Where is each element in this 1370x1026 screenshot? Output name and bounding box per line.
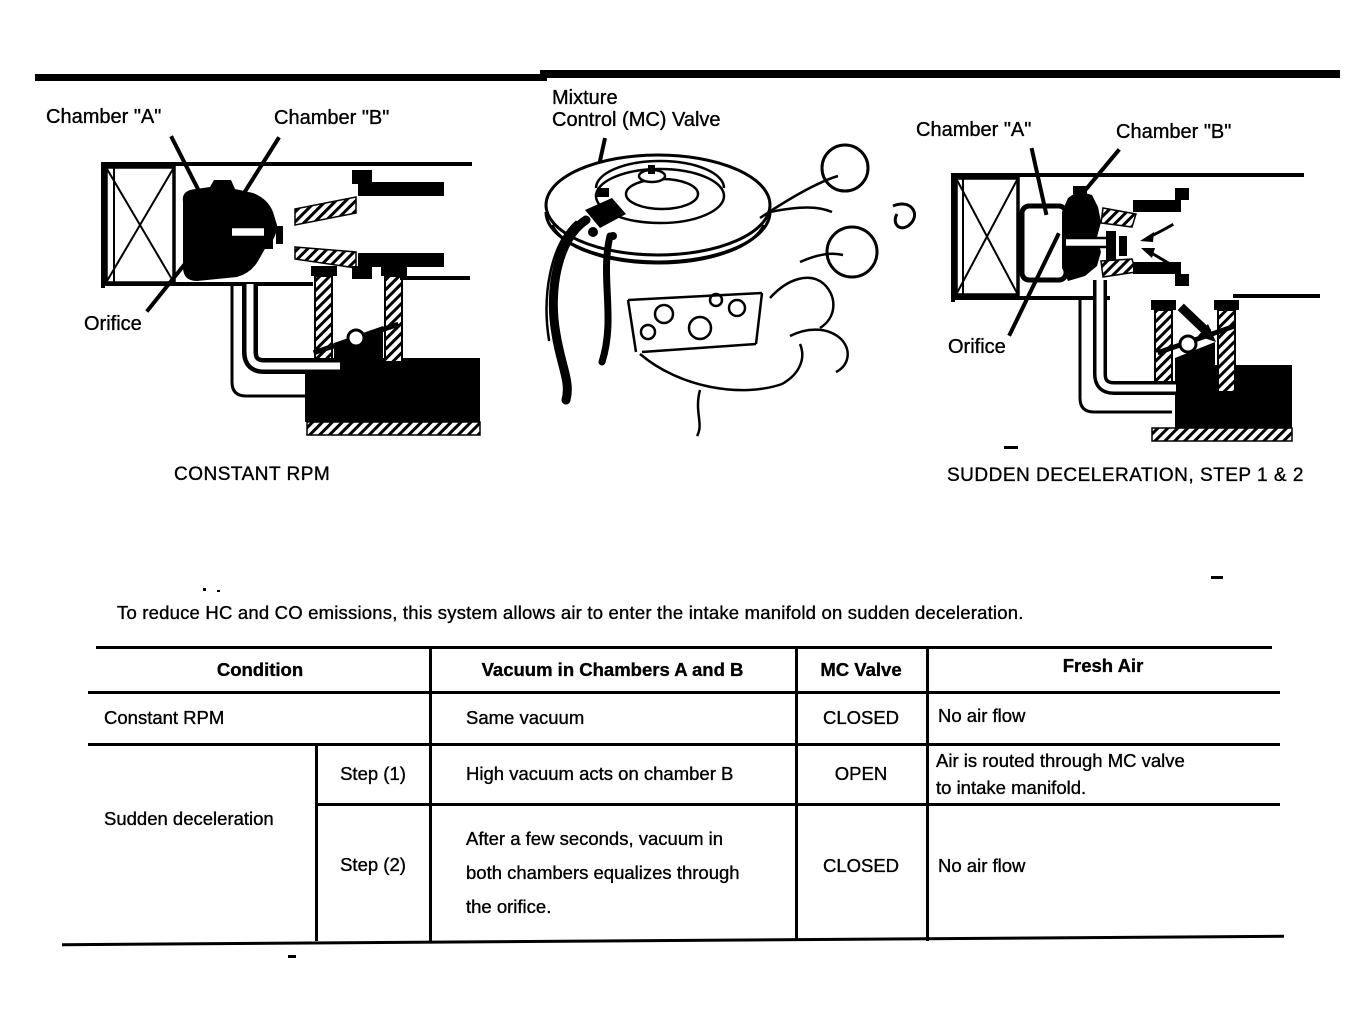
air-inflow-arrows bbox=[1140, 225, 1172, 264]
cell-step1-fresh-line1: Air is routed through MC valve bbox=[936, 750, 1185, 771]
cell-constant-vacuum: Same vacuum bbox=[466, 707, 585, 728]
valve-boot-lower bbox=[295, 247, 356, 268]
mc-valve-body bbox=[1062, 191, 1101, 281]
sudden-deceleration-diagram bbox=[953, 150, 1318, 441]
cell-sudden-deceleration: Sudden deceleration bbox=[104, 808, 274, 829]
cell-constant-fresh: No air flow bbox=[938, 705, 1026, 726]
left-chamber-b-label: Chamber "B" bbox=[274, 107, 390, 129]
scan-artifact bbox=[1004, 446, 1018, 449]
cell-step2-fresh: No air flow bbox=[938, 855, 1026, 876]
cell-step2: Step (2) bbox=[340, 854, 406, 875]
header-vacuum: Vacuum in Chambers A and B bbox=[481, 659, 744, 680]
header-fresh-air: Fresh Air bbox=[1062, 655, 1144, 676]
right-chamber-b-label: Chamber "B" bbox=[1116, 121, 1232, 143]
cell-step1-fresh-line2: to intake manifold. bbox=[936, 776, 1087, 798]
cell-step2-vacuum-line2: both chambers equalizes through bbox=[466, 862, 740, 883]
cell-step1-fresh bbox=[936, 748, 1185, 801]
cell-constant-rpm: Constant RPM bbox=[104, 707, 225, 728]
air-filter-element bbox=[106, 167, 174, 283]
cell-step1: Step (1) bbox=[340, 763, 406, 784]
cell-step2-mc: CLOSED bbox=[822, 855, 900, 876]
valve-boot-upper bbox=[1101, 208, 1136, 227]
cell-step2-vacuum-line3: the orifice. bbox=[466, 896, 552, 917]
hook-fitting bbox=[893, 204, 915, 228]
cell-step1-vacuum: High vacuum acts on chamber B bbox=[466, 763, 734, 784]
right-orifice-label: Orifice bbox=[948, 336, 1006, 358]
engine-overview-diagram bbox=[546, 138, 915, 436]
right-caption: SUDDEN DECELERATION, STEP 1 & 2 bbox=[947, 465, 1304, 486]
chamber-b-leader bbox=[1072, 151, 1118, 206]
left-caption: CONSTANT RPM bbox=[174, 464, 331, 485]
air-cleaner bbox=[546, 155, 770, 263]
cell-step2-vacuum-line1: After a few seconds, vacuum in bbox=[466, 828, 724, 849]
top-rule bbox=[35, 70, 1340, 81]
header-mc-valve: MC Valve bbox=[820, 659, 902, 680]
outlet-fitting bbox=[352, 170, 444, 279]
cell-step1-mc: OPEN bbox=[834, 763, 888, 784]
mc-valve-label-line1: Mixture bbox=[552, 87, 618, 109]
table-vline-freshair bbox=[926, 646, 929, 941]
scan-artifact bbox=[217, 590, 220, 592]
valve-boot-lower bbox=[1101, 259, 1136, 277]
chamber-a-outline bbox=[1022, 206, 1066, 280]
outlet-fitting bbox=[1133, 188, 1189, 286]
mc-valve-label-line2: Control (MC) Valve bbox=[552, 109, 721, 131]
chamber-a-leader bbox=[172, 138, 202, 197]
chamber-b-leader bbox=[239, 139, 278, 201]
scan-artifact bbox=[1211, 576, 1223, 579]
right-chamber-a-label: Chamber "A" bbox=[916, 119, 1032, 141]
table-border-bottom bbox=[62, 935, 1284, 947]
constant-rpm-diagram bbox=[103, 138, 480, 435]
left-chamber-a-label: Chamber "A" bbox=[46, 106, 162, 128]
scan-artifact bbox=[203, 588, 206, 591]
air-filter-element bbox=[956, 178, 1018, 295]
valve-boot-upper bbox=[295, 197, 356, 225]
left-orifice-label: Orifice bbox=[84, 313, 142, 335]
intro-text: To reduce HC and CO emissions, this system allows air to enter the intake manifold on sudden deceleration. bbox=[117, 602, 1024, 623]
cell-step2-vacuum bbox=[466, 822, 740, 924]
cell-constant-mc: CLOSED bbox=[822, 707, 900, 728]
hose-port-upper bbox=[822, 145, 868, 191]
scan-artifact bbox=[288, 955, 296, 958]
hose-port-lower bbox=[827, 227, 877, 277]
header-condition: Condition bbox=[216, 659, 304, 680]
